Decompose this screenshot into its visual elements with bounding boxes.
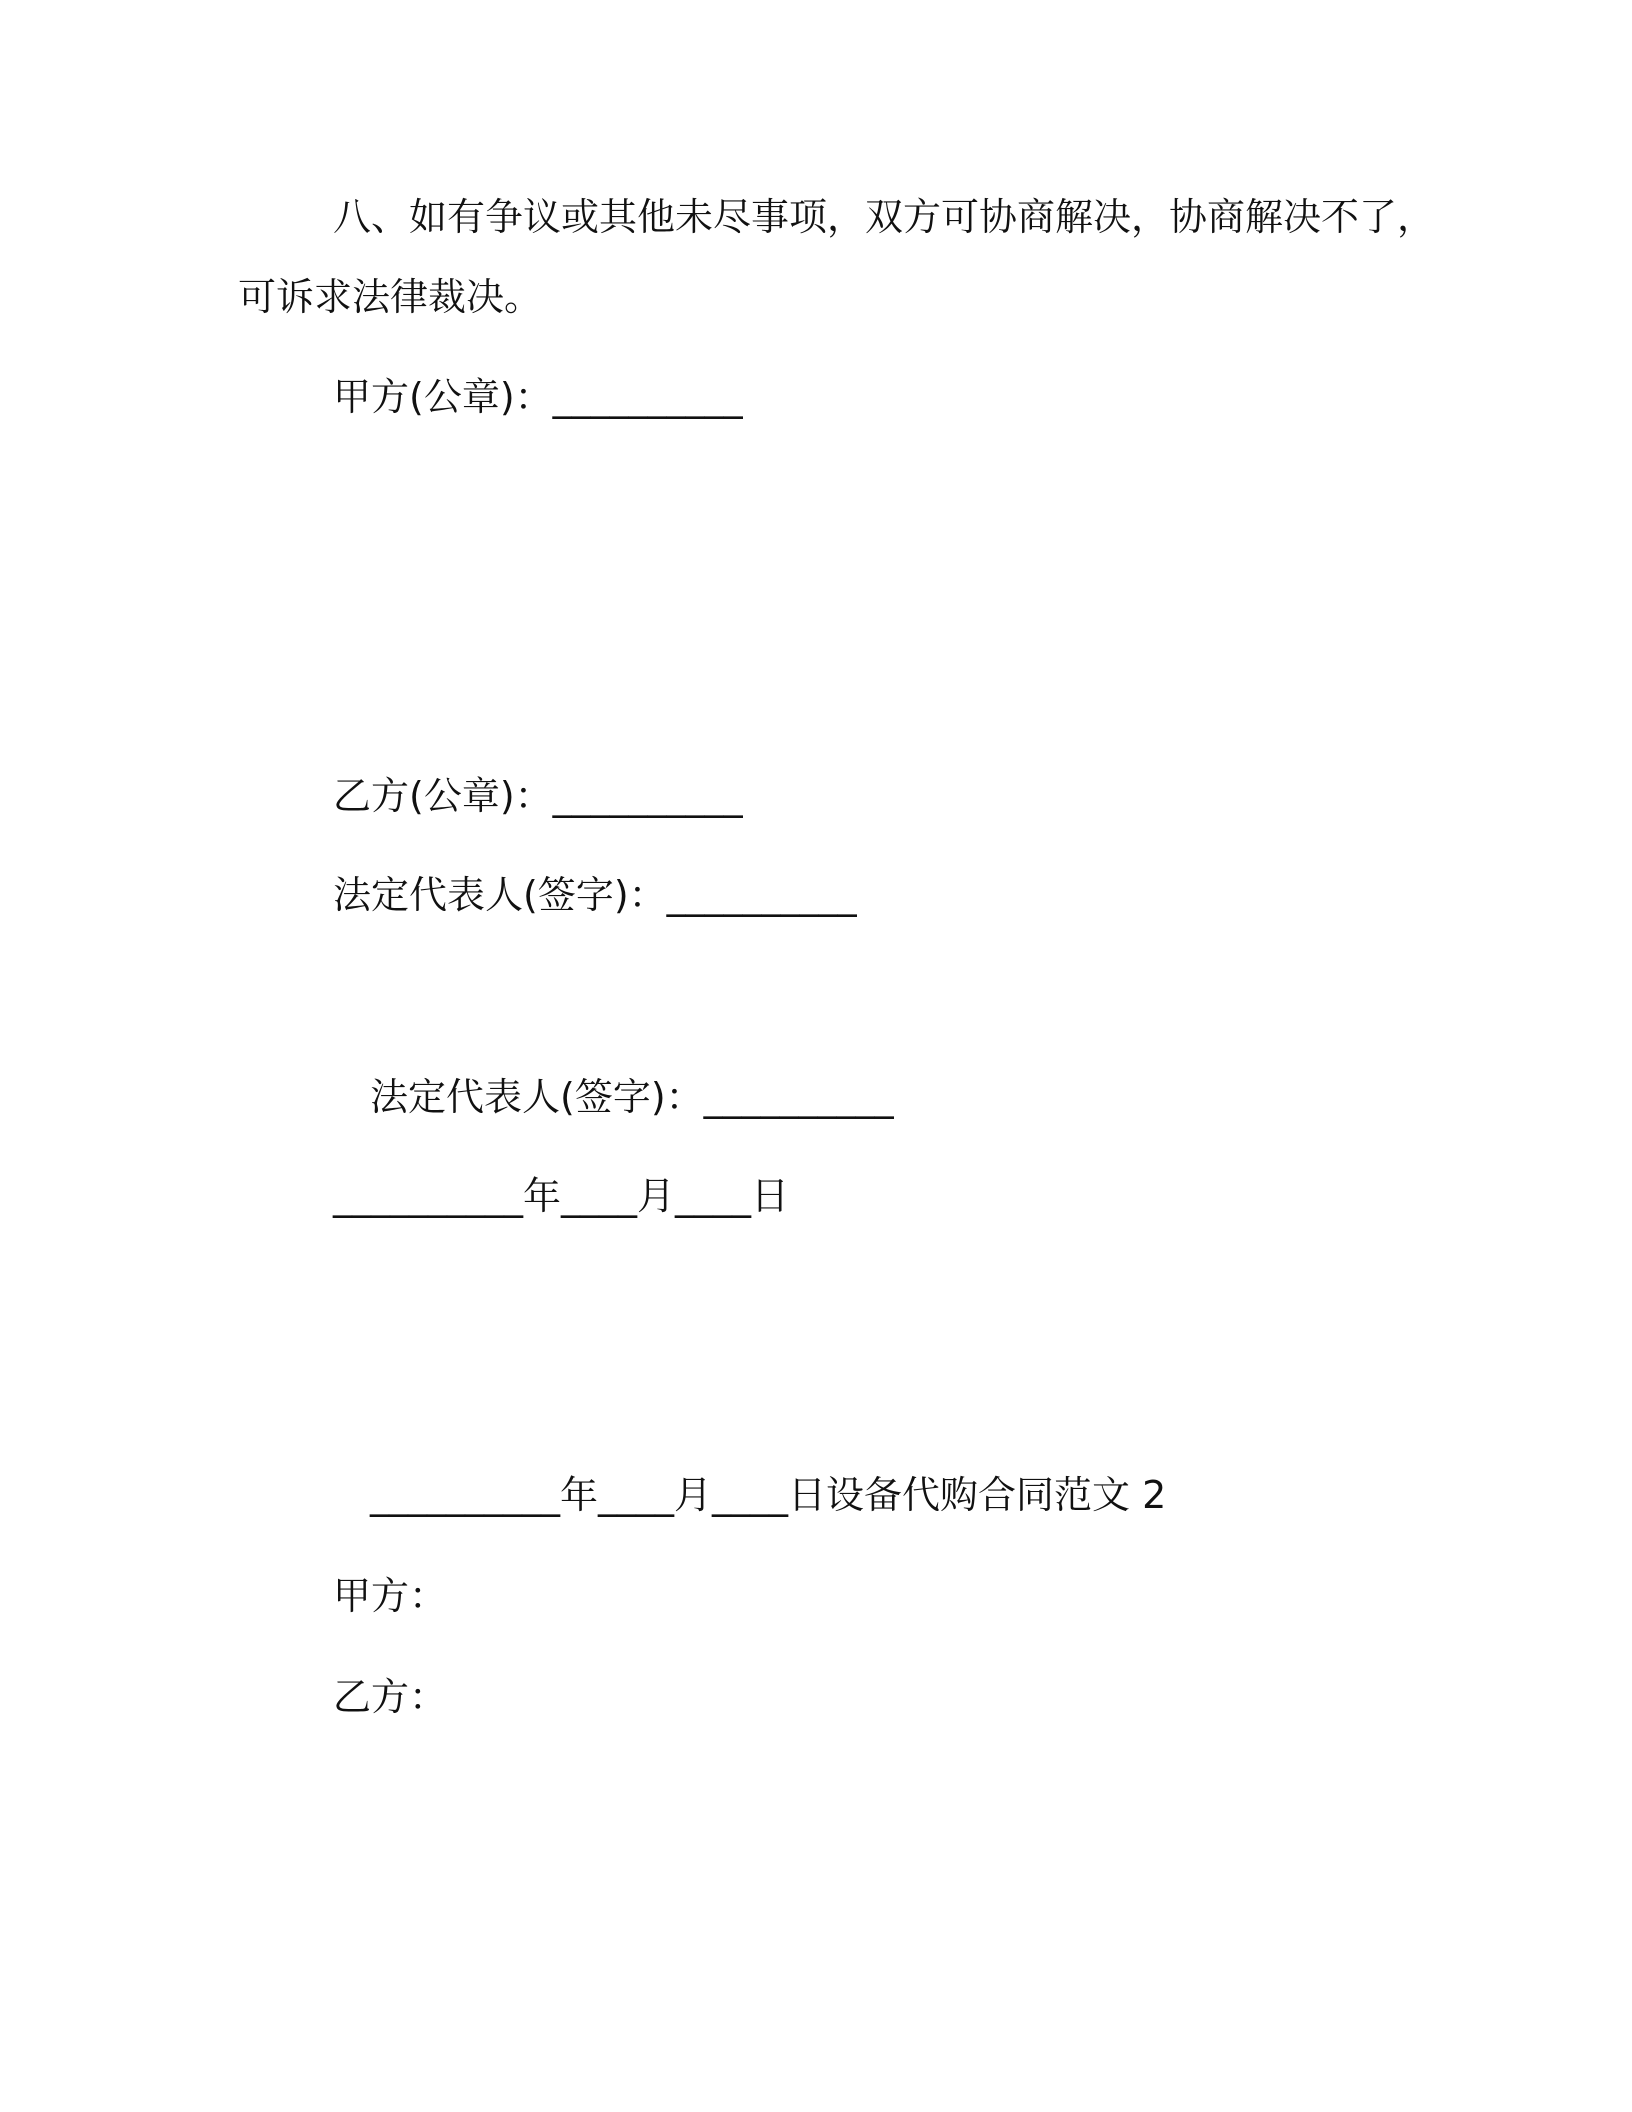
clause-eight-line-1: 八、如有争议或其他未尽事项，双方可协商解决，协商解决不了， [333, 195, 1436, 239]
party-a-line: 甲方： [333, 1574, 448, 1618]
party-b-line: 乙方： [333, 1675, 448, 1719]
legal-representative-line-1: 法定代表人(签字)：__________ [333, 873, 857, 917]
clause-eight-line-2: 可诉求法律裁决。 [238, 275, 543, 319]
next-contract-title: __________年____月____日设备代购合同范文 2 [370, 1473, 1167, 1517]
party-b-seal-line: 乙方(公章)：__________ [333, 774, 743, 818]
party-a-seal-line: 甲方(公章)：__________ [333, 375, 743, 419]
date-line: __________年____月____日 [333, 1174, 790, 1218]
legal-representative-line-2: 法定代表人(签字)：__________ [370, 1075, 894, 1119]
